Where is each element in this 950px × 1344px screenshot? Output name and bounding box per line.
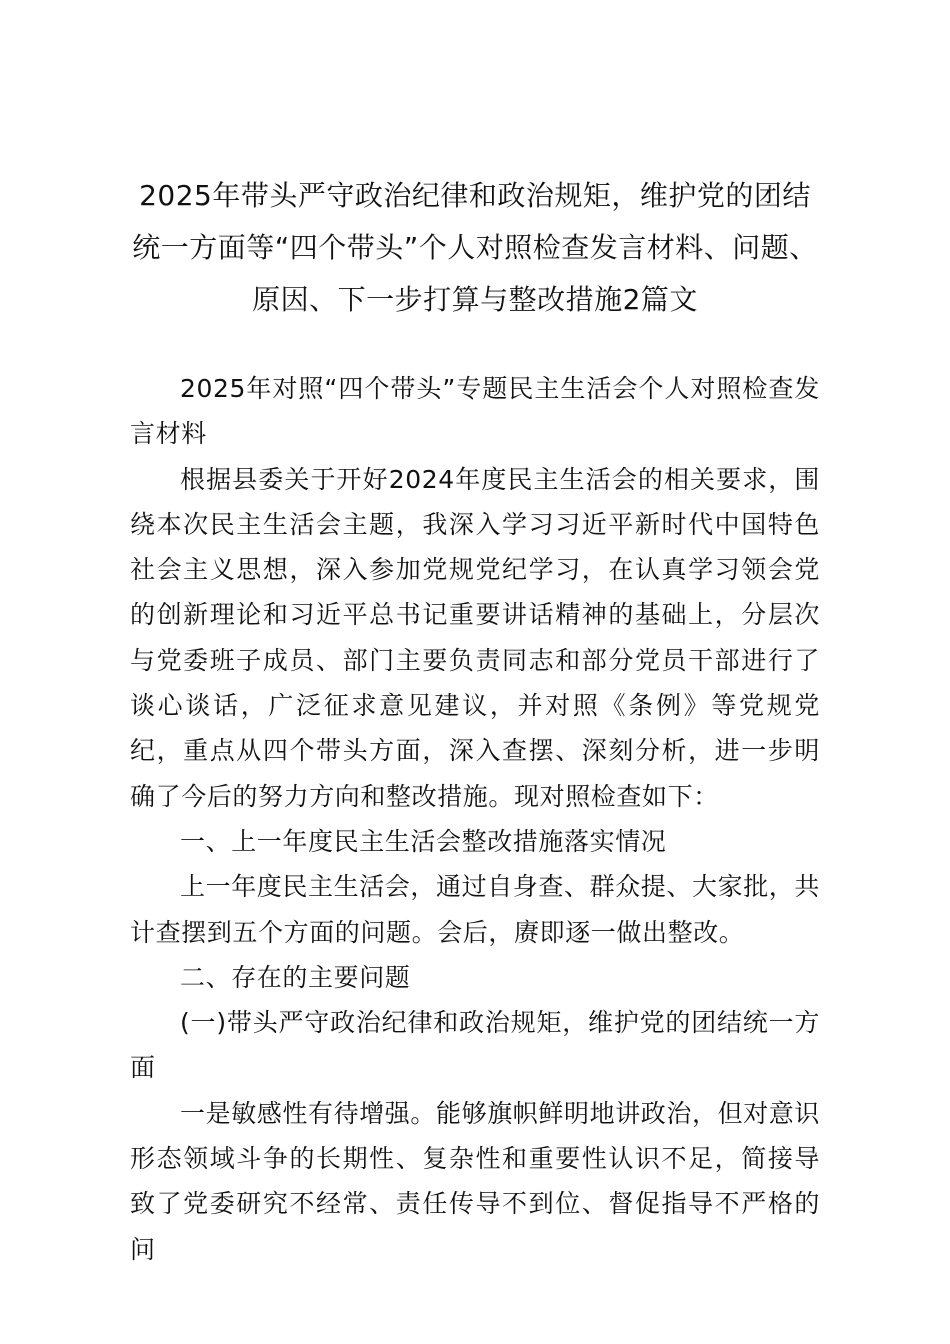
section-2-heading: 二、存在的主要问题 xyxy=(180,962,411,992)
subtitle-paragraph: 2025年对照“四个带头”专题民主生活会个人对照检查发言材料 xyxy=(130,374,820,449)
title-line-3: 原因、下一步打算与整改措施2篇文 xyxy=(252,283,698,316)
title-line-1: 2025年带头严守政治纪律和政治规矩，维护党的团结 xyxy=(139,179,811,212)
title-line-2: 统一方面等“四个带头”个人对照检查发言材料、问题、 xyxy=(132,231,818,264)
document-title xyxy=(130,170,820,326)
subsection-1-paragraph: 一是敏感性有待增强。能够旗帜鲜明地讲政治，但对意识形态领域斗争的长期性、复杂性和重要性认识不足，简接导致了党委研究不经常、责任传导不到位、督促指导不严格的问 xyxy=(130,1098,821,1264)
document-body xyxy=(130,366,820,1272)
section-1-paragraph: 上一年度民主生活会，通过自身查、群众提、大家批，共计查摆到五个方面的问题。会后，赓即逐一做出整改。 xyxy=(130,872,821,947)
subsection-1-heading: (一)带头严守政治纪律和政治规矩，维护党的团结统一方面 xyxy=(130,1008,820,1083)
intro-paragraph: 根据县委关于开好2024年度民主生活会的相关要求，围绕本次民主生活会主题，我深入学习习近平新时代中国特色社会主义思想，深入参加党规党纪学习，在认真学习领会党的创新理论和习近平总书记重要讲话精神的基础上，分层次与党委班子成员、部门主要负责同志和部分党员干部进行了谈心谈话，广泛征求意见建议，并对照《条例》等党规党纪，重点从四个带头方面，深入查摆、深刻分析，进一步明确了今后的努力方向和整改措施。现对照检查如下： xyxy=(130,464,820,811)
section-1-heading: 一、上一年度民主生活会整改措施落实情况 xyxy=(180,826,667,856)
